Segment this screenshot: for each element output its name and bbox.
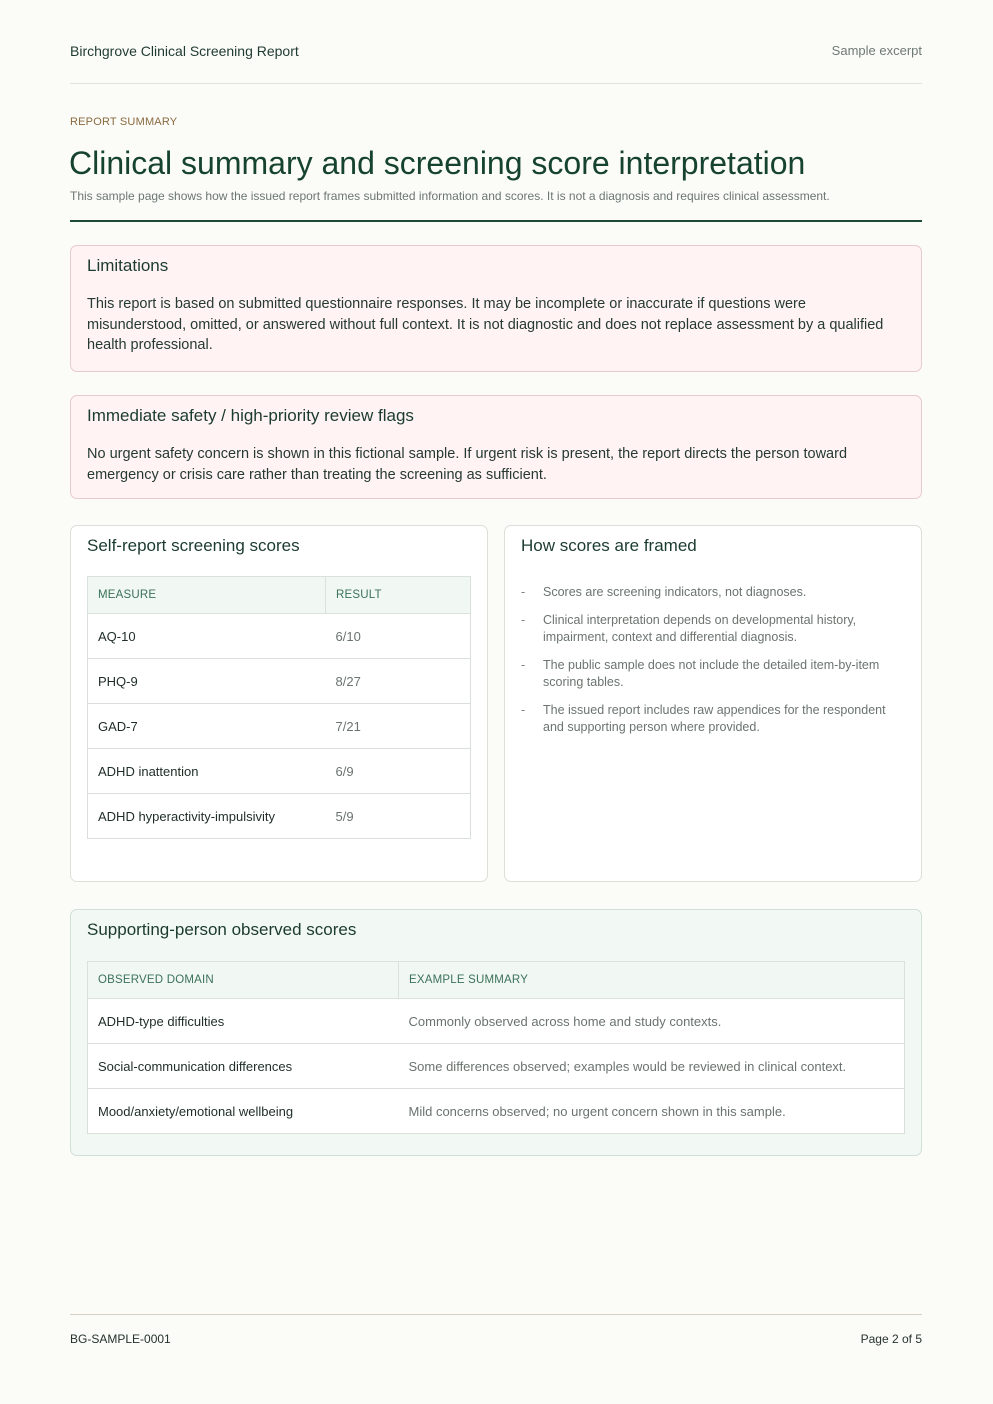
- result-cell: 6/9: [326, 749, 471, 794]
- title-divider: [70, 220, 922, 222]
- limitations-heading: Limitations: [87, 256, 169, 275]
- page-title: Clinical summary and screening score interpretation: [69, 145, 806, 181]
- domain-cell: Mood/anxiety/emotional wellbeing: [88, 1089, 399, 1134]
- list-item-text: Scores are screening indicators, not diagnoses.: [543, 585, 807, 599]
- summary-cell: Mild concerns observed; no urgent concern shown in this sample.: [399, 1089, 905, 1134]
- list-item: [521, 702, 905, 736]
- report-reference: BG-SAMPLE-0001: [70, 1332, 171, 1346]
- list-item: [521, 584, 905, 601]
- safety-flags-panel: [70, 395, 922, 499]
- list-item-text: The public sample does not include the detailed item-by-item scoring tables.: [543, 658, 880, 689]
- excerpt-label: Sample excerpt: [831, 43, 922, 58]
- bullet-dash: -: [521, 658, 526, 672]
- result-cell: 6/10: [326, 614, 471, 659]
- limitations-text: This report is based on submitted questionnaire responses. It may be incomplete or inaccurate if questions were misunderstood, omitted, or answered without full context. It is not diagnostic and does not replace assessment by a qualified health professional.: [87, 296, 884, 353]
- self-report-scores-card: [70, 525, 488, 882]
- list-item: [521, 612, 905, 646]
- summary-cell: Commonly observed across home and study contexts.: [399, 999, 905, 1044]
- table-row: [88, 999, 905, 1044]
- bullet-dash: -: [521, 585, 526, 599]
- table-header-row: [88, 962, 905, 999]
- column-header-summary: EXAMPLE SUMMARY: [399, 962, 905, 999]
- table-row: [88, 1089, 905, 1134]
- framing-list: [521, 584, 905, 736]
- report-brand: Birchgrove Clinical Screening Report: [70, 43, 299, 59]
- domain-cell: ADHD-type difficulties: [88, 999, 399, 1044]
- self-report-heading: Self-report screening scores: [87, 536, 300, 555]
- table-row: [88, 794, 471, 839]
- table-row: [88, 704, 471, 749]
- measure-cell: PHQ-9: [88, 659, 326, 704]
- list-item-text: Clinical interpretation depends on developmental history, impairment, context and differential diagnosis.: [543, 613, 857, 644]
- list-item: [521, 657, 905, 691]
- safety-heading: Immediate safety / high-priority review flags: [87, 406, 414, 425]
- domain-cell: Social-communication differences: [88, 1044, 399, 1089]
- page-subtitle: This sample page shows how the issued report frames submitted information and scores. It is not a diagnosis and requires clinical assessment.: [70, 189, 830, 203]
- table-header-row: [88, 577, 471, 614]
- bullet-dash: -: [521, 613, 526, 627]
- page-header: [70, 40, 922, 84]
- page-number: Page 2 of 5: [860, 1332, 922, 1346]
- column-header-measure: MEASURE: [88, 577, 326, 614]
- table-row: [88, 1044, 905, 1089]
- measure-cell: ADHD hyperactivity-impulsivity: [88, 794, 326, 839]
- observed-table: [87, 961, 905, 1134]
- summary-cell: Some differences observed; examples would be reviewed in clinical context.: [399, 1044, 905, 1089]
- section-eyebrow: REPORT SUMMARY: [70, 116, 178, 128]
- bullet-dash: -: [521, 703, 526, 717]
- measure-cell: AQ-10: [88, 614, 326, 659]
- observed-scores-panel: [70, 909, 922, 1156]
- result-cell: 7/21: [326, 704, 471, 749]
- result-cell: 8/27: [326, 659, 471, 704]
- result-cell: 5/9: [326, 794, 471, 839]
- table-row: [88, 749, 471, 794]
- column-header-domain: OBSERVED DOMAIN: [88, 962, 399, 999]
- observed-heading: Supporting-person observed scores: [87, 920, 357, 939]
- page-footer: [70, 1314, 922, 1346]
- table-row: [88, 659, 471, 704]
- limitations-panel: [70, 245, 922, 372]
- measure-cell: ADHD inattention: [88, 749, 326, 794]
- framing-heading: How scores are framed: [521, 536, 697, 555]
- list-item-text: The issued report includes raw appendices for the respondent and supporting person where provided.: [543, 703, 886, 734]
- self-report-table: [87, 576, 471, 839]
- score-framing-card: [504, 525, 922, 882]
- measure-cell: GAD-7: [88, 704, 326, 749]
- safety-text: No urgent safety concern is shown in this fictional sample. If urgent risk is present, the report directs the person toward emergency or crisis care rather than treating the screening as sufficient.: [87, 446, 848, 483]
- column-header-result: RESULT: [326, 577, 471, 614]
- table-row: [88, 614, 471, 659]
